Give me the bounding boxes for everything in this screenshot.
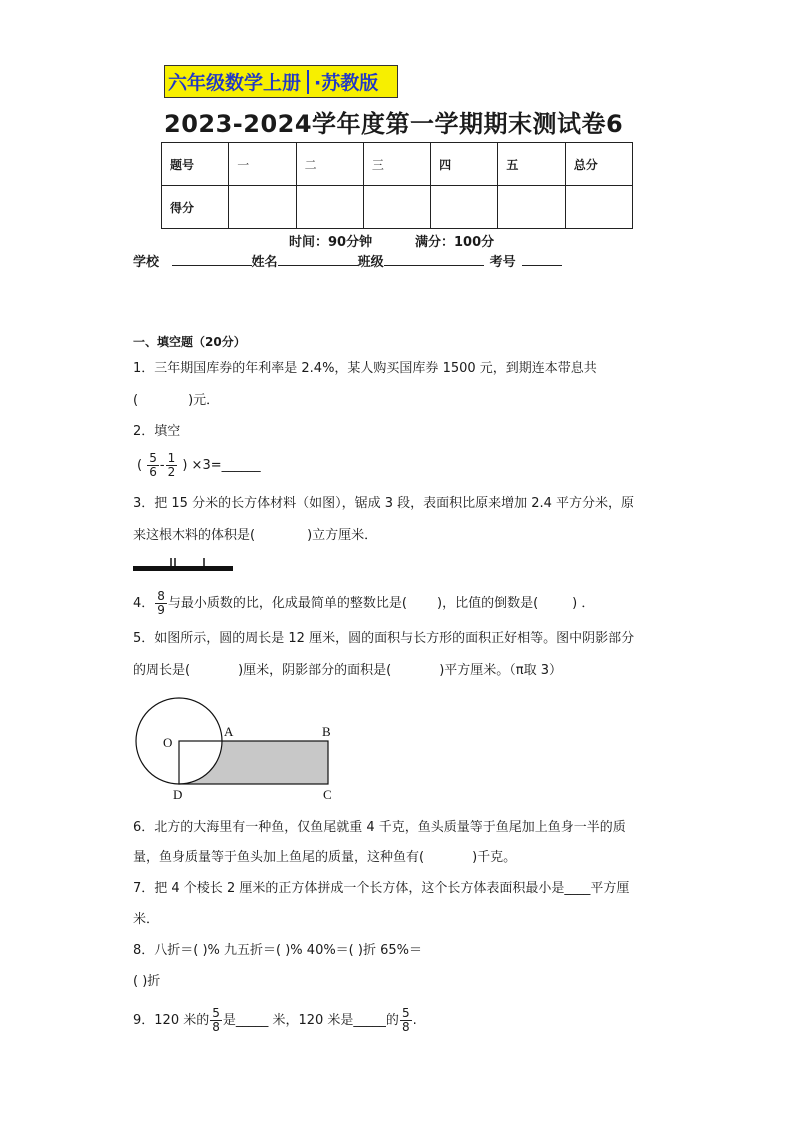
- fraction: [147, 452, 159, 479]
- school-field[interactable]: [172, 251, 252, 266]
- badge-divider: [307, 70, 309, 94]
- exam-full-marks: 满分：100分: [415, 235, 495, 250]
- label-b: B: [322, 724, 331, 739]
- numerator: 1: [167, 451, 176, 465]
- fraction: [210, 1007, 222, 1034]
- score-label-cell: 得分: [162, 186, 229, 229]
- question-text: 量，鱼身质量等于鱼头加上鱼尾的质量，这种鱼有(: [133, 850, 425, 865]
- exam-no-field[interactable]: [522, 251, 562, 266]
- fraction: [155, 590, 167, 617]
- question-5-line2: [133, 663, 562, 679]
- page-title: 2023-2024学年度第一学期期末测试卷6: [164, 110, 624, 138]
- label-a: A: [224, 724, 234, 739]
- denominator: 8: [212, 1020, 220, 1034]
- score-header-cell: 三: [363, 143, 430, 186]
- score-header-cell: 一: [229, 143, 296, 186]
- question-7-line1: 7．把 4 个棱长 2 厘米的正方体拼成一个长方体，这个长方体表面积最小是____平方厘: [133, 881, 630, 896]
- denominator: 6: [149, 465, 157, 479]
- question-text: 与最小质数的比，化成最简单的整数比是(: [167, 596, 407, 611]
- name-field[interactable]: [278, 251, 358, 266]
- section-heading: 一、填空题（20分）: [133, 335, 246, 349]
- score-input-cell[interactable]: [296, 186, 363, 229]
- label-d: D: [173, 787, 183, 802]
- school-label: 学校: [133, 255, 160, 270]
- expression-tail: ) ×3=______: [182, 458, 261, 473]
- class-label: 班级: [357, 255, 384, 270]
- minus-sign: -: [159, 458, 165, 473]
- circle-rectangle-figure: [125, 690, 345, 805]
- paren-open: (: [133, 393, 139, 408]
- score-input-cell[interactable]: [565, 186, 632, 229]
- exam-no-label: 考号: [489, 255, 516, 270]
- question-text: )千克。: [472, 850, 517, 865]
- question-3-line2: [133, 528, 377, 544]
- score-input-cell[interactable]: [431, 186, 498, 229]
- question-1-line2: [133, 393, 219, 409]
- question-8-line2: ( )折: [133, 974, 161, 989]
- numerator: 5: [401, 1006, 410, 1020]
- question-6-line1: 6．北方的大海里有一种鱼，仅鱼尾就重 4 千克，鱼头质量等于鱼尾加上鱼身一半的质: [133, 820, 626, 835]
- unit-text: )元．: [188, 393, 220, 408]
- score-header-cell: 二: [296, 143, 363, 186]
- question-1-line1: 1．三年期国库券的年利率是 2.4%，某人购买国库券 1500 元，到期连本带息共: [133, 361, 597, 376]
- question-number: 4．: [133, 596, 155, 611]
- wood-bar: [133, 566, 233, 571]
- question-text: 9．120 米的: [133, 1013, 210, 1028]
- question-4: [133, 590, 594, 617]
- score-input-cell[interactable]: [363, 186, 430, 229]
- question-text: 的周长是(: [133, 663, 191, 678]
- denominator: 8: [401, 1020, 410, 1034]
- score-table-score-row: [162, 186, 633, 229]
- edition-badge: [164, 65, 398, 98]
- score-header-cell: 题号: [162, 143, 229, 186]
- score-header-cell: 总分: [565, 143, 632, 186]
- question-3-line1: 3．把 15 分米的长方体材料（如图），锯成 3 段，表面积比原来增加 2.4 平方分米，原: [133, 496, 635, 511]
- question-6-line2: [133, 850, 516, 866]
- question-text: 是_____ 米，120 米是_____的: [222, 1013, 399, 1028]
- question-7-line2: 米．: [133, 912, 160, 927]
- score-input-cell[interactable]: [498, 186, 565, 229]
- denominator: 9: [157, 603, 165, 617]
- wood-bar-figure: [133, 557, 235, 575]
- label-o: O: [163, 735, 173, 750]
- paren-open: (: [137, 458, 143, 473]
- numerator: 8: [157, 589, 165, 603]
- question-text: )立方厘米．: [307, 528, 378, 543]
- question-text: )，比值的倒数是(: [437, 596, 539, 611]
- question-5-line1: 5．如图所示，圆的周长是 12 厘米，圆的面积与长方形的面积正好相等。图中阴影部分: [133, 631, 635, 646]
- name-label: 姓名: [251, 255, 278, 270]
- question-2-expression: [137, 452, 261, 479]
- question-text: ) ．: [572, 596, 595, 611]
- score-header-cell: 四: [431, 143, 498, 186]
- question-text: )厘米，阴影部分的面积是(: [238, 663, 392, 678]
- question-text: .: [412, 1013, 417, 1028]
- question-9: [133, 1007, 417, 1034]
- label-c: C: [323, 787, 332, 802]
- exam-time: 时间：90分钟: [289, 235, 373, 250]
- badge-edition: ·苏教版: [314, 72, 379, 94]
- question-text: )平方厘米。（π取 3）: [439, 663, 563, 678]
- fraction: [166, 452, 178, 479]
- fraction: [400, 1007, 412, 1034]
- question-2-line1: 2．填空: [133, 424, 181, 439]
- score-input-cell[interactable]: [229, 186, 296, 229]
- numerator: 5: [149, 451, 157, 465]
- denominator: 2: [167, 465, 176, 479]
- badge-grade: 六年级数学上册: [168, 72, 302, 94]
- score-table-header-row: [162, 143, 633, 186]
- question-8-line1: 8．八折＝( )% 九五折＝( )% 40%＝( )折 65%＝: [133, 943, 422, 958]
- score-table: [161, 142, 633, 229]
- question-text: 来这根木料的体积是(: [133, 528, 256, 543]
- class-field[interactable]: [384, 251, 484, 266]
- student-info-line: [133, 251, 562, 270]
- score-header-cell: 五: [498, 143, 565, 186]
- numerator: 5: [212, 1006, 220, 1020]
